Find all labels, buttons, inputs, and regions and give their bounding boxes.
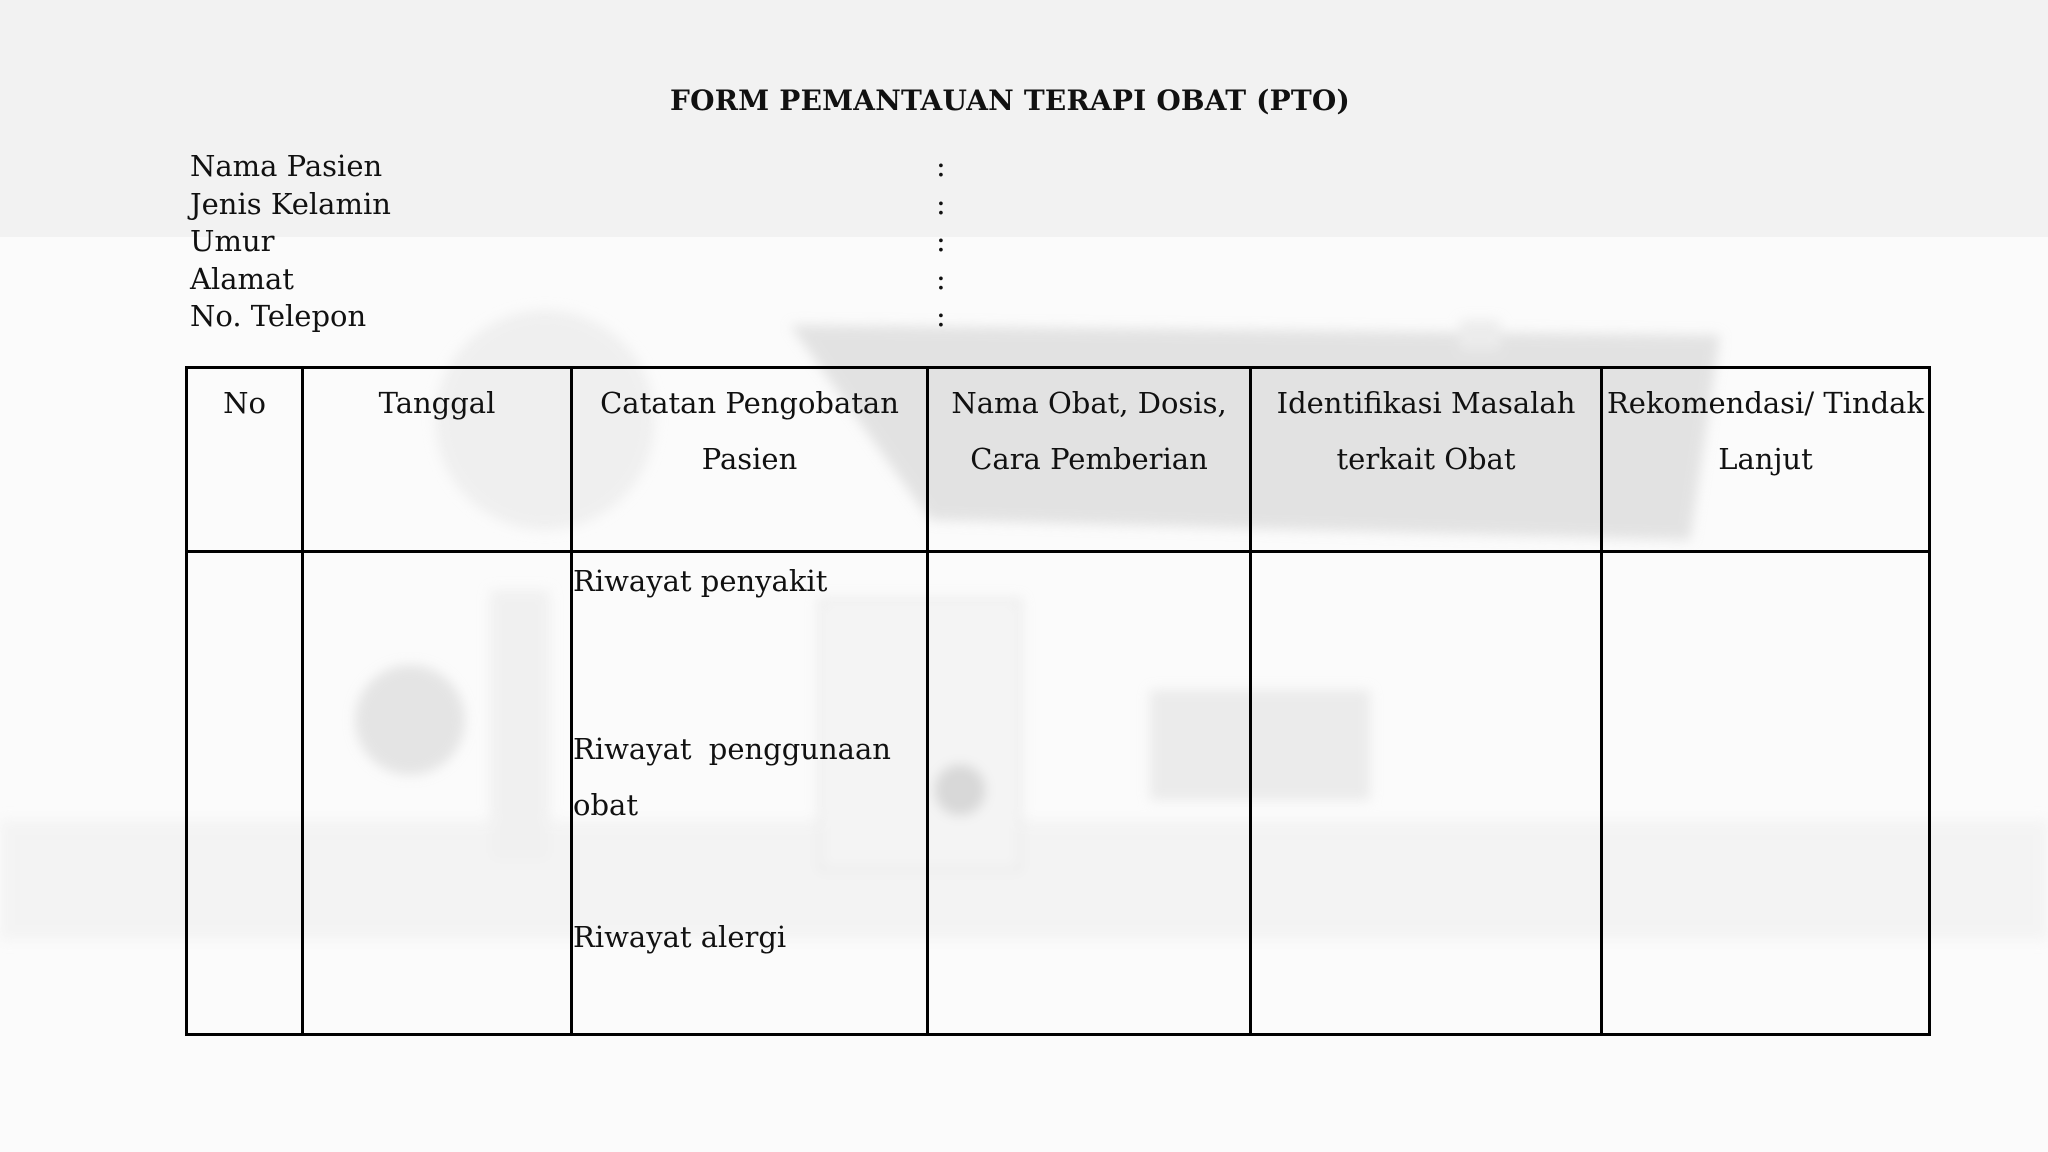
phone-colon: : <box>936 299 946 333</box>
address-label: Alamat <box>190 261 294 296</box>
address-colon: : <box>936 261 946 296</box>
phone-row <box>190 298 990 336</box>
address-row <box>190 261 990 299</box>
patient-info <box>190 148 990 336</box>
header-drug-problem: Identifikasi Masalah terkait Obat <box>1251 368 1602 552</box>
note-allergy-history: Riwayat alergi <box>573 920 787 954</box>
cell-recommendation[interactable] <box>1602 552 1930 1035</box>
header-no: No <box>187 368 303 552</box>
header-date: Tanggal <box>303 368 572 552</box>
header-drug-dose-route: Nama Obat, Dosis, Cara Pemberian <box>928 368 1251 552</box>
cell-no[interactable] <box>187 552 303 1035</box>
pto-table <box>185 366 1931 1036</box>
gender-colon: : <box>936 186 946 221</box>
note-disease-history: Riwayat penyakit <box>573 564 828 598</box>
patient-name-row <box>190 148 990 186</box>
patient-name-colon: : <box>936 149 946 183</box>
cell-drug-problem[interactable] <box>1251 552 1602 1035</box>
cell-drug-dose-route[interactable] <box>928 552 1251 1035</box>
age-label: Umur <box>190 224 275 258</box>
gender-row <box>190 186 990 224</box>
form-title: FORM PEMANTAUAN TERAPI OBAT (PTO) <box>670 84 1350 117</box>
age-colon: : <box>936 224 946 258</box>
age-row <box>190 223 990 261</box>
header-recommendation: Rekomendasi/ Tindak Lanjut <box>1602 368 1930 552</box>
table-header-row <box>187 368 1930 552</box>
gender-label: Jenis Kelamin <box>190 186 391 221</box>
note-medication-history: Riwayat penggunaan obat <box>573 732 891 822</box>
cell-date[interactable] <box>303 552 572 1035</box>
phone-label: No. Telepon <box>190 299 367 333</box>
table-row <box>187 552 1930 1035</box>
cell-treatment-notes[interactable] <box>572 552 928 1035</box>
header-treatment-notes: Catatan Pengobatan Pasien <box>572 368 928 552</box>
patient-name-label: Nama Pasien <box>190 149 383 183</box>
